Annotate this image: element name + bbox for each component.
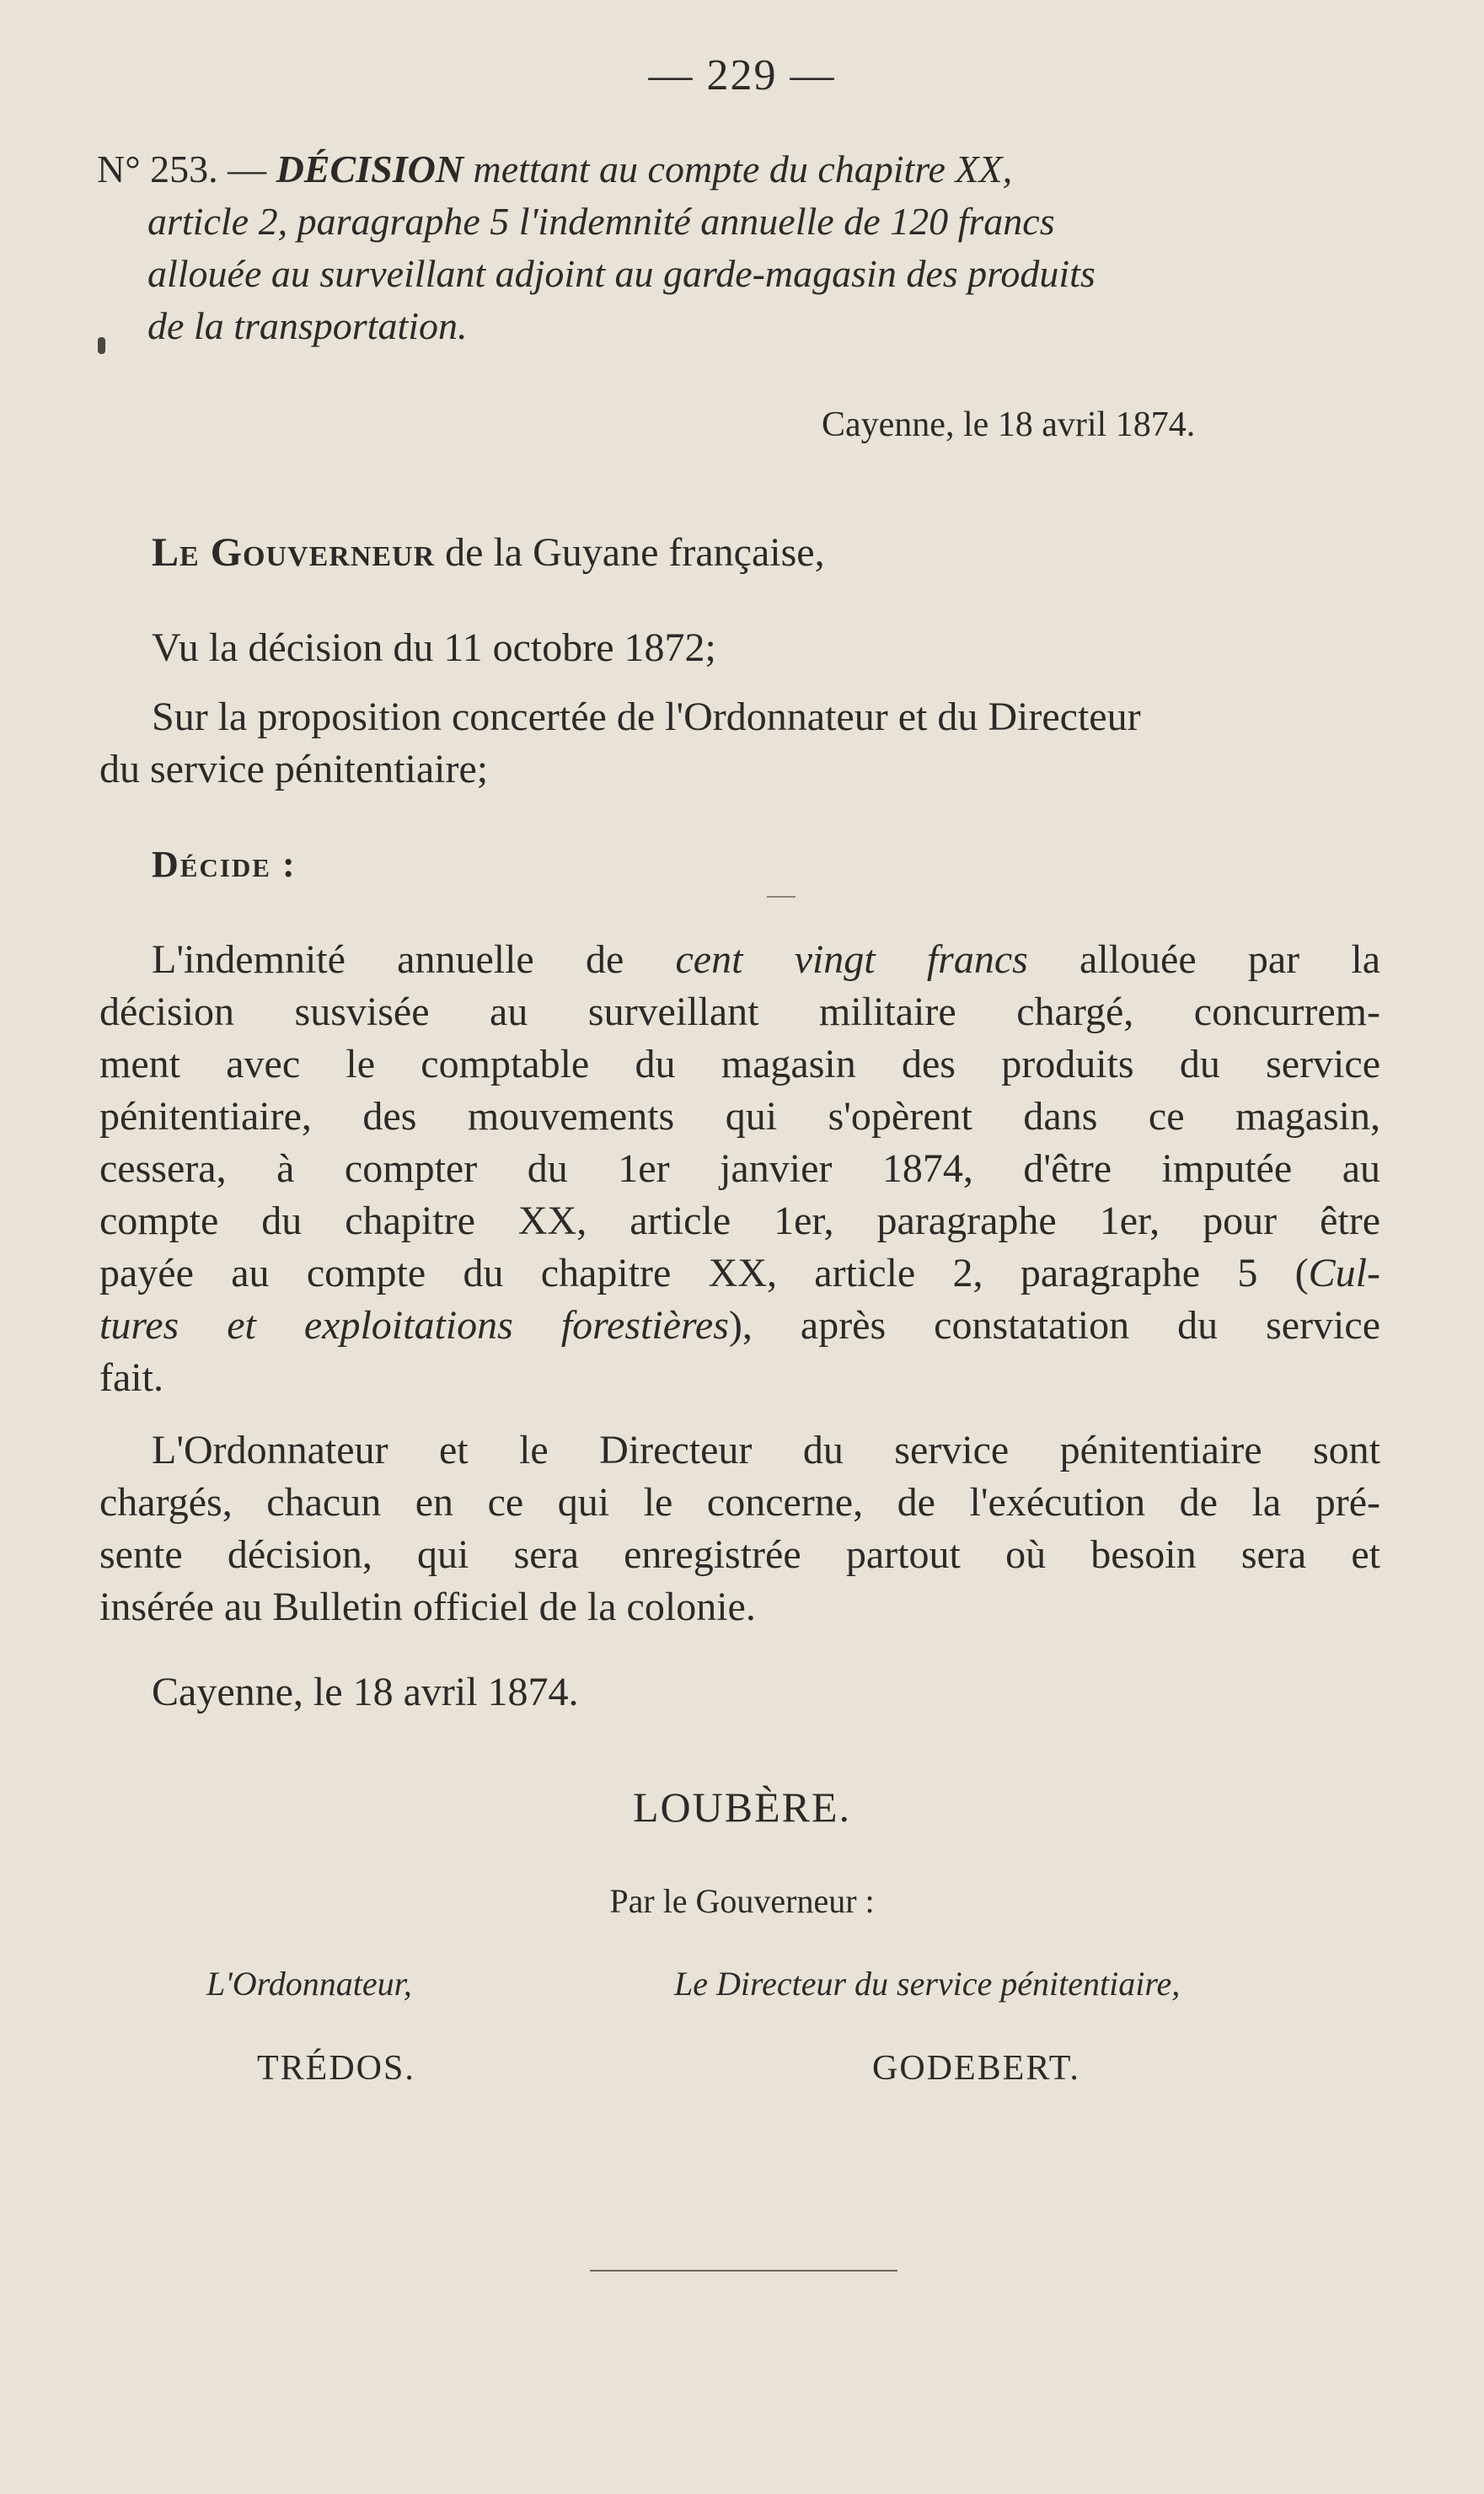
vu-paragraph bbox=[99, 622, 1380, 674]
directeur-title: Le Directeur du service pénitentiaire, bbox=[674, 1965, 1181, 2003]
heading-line-1 bbox=[97, 143, 1382, 196]
body-paragraph-2 bbox=[99, 1424, 1380, 1633]
ordonnateur-name: TRÉDOS. bbox=[257, 2049, 415, 2088]
body1-line-2: décision susvisée au surveillant militaire chargé, concurrem- bbox=[99, 990, 1380, 1034]
body1-line-7-a: payée au compte du chapitre XX, article 2, paragraphe 5 ( bbox=[99, 1251, 1309, 1295]
date-top: Cayenne, le 18 avril 1874. bbox=[822, 405, 1196, 444]
governor-signature: LOUBÈRE. bbox=[632, 1783, 852, 1831]
body1-line-1-b: allouée par la bbox=[1080, 937, 1380, 982]
decision-number: N° 253. — bbox=[97, 147, 267, 190]
heading-line-2: article 2, paragraphe 5 l'indemnité annuelle de 120 francs bbox=[147, 200, 1055, 243]
body2-line-4: insérée au Bulletin officiel de la colonie. bbox=[99, 1585, 756, 1629]
ordonnateur-title: L'Ordonnateur, bbox=[206, 1965, 412, 2003]
ink-spot bbox=[98, 337, 105, 354]
body1-line-8-b: ), après constatation du service bbox=[728, 1303, 1381, 1348]
decision-heading bbox=[97, 143, 1382, 352]
small-dash bbox=[767, 896, 796, 898]
body1-line-1 bbox=[99, 934, 1380, 986]
heading-line-4: de la transportation. bbox=[147, 304, 468, 347]
body1-line-5: cessera, à compter du 1er janvier 1874, d'être imputée au bbox=[99, 1146, 1380, 1191]
body1-line-8 bbox=[99, 1300, 1380, 1352]
decide-label: Décide : bbox=[152, 844, 297, 885]
body1-line-8-italic: tures et exploitations forestières bbox=[99, 1303, 729, 1348]
governor-title: Le Gouverneur bbox=[152, 530, 436, 575]
body1-line-9: fait. bbox=[99, 1355, 163, 1400]
par-le-gouverneur: Par le Gouverneur : bbox=[609, 1882, 875, 1920]
body1-line-1-italic: cent vingt francs bbox=[675, 937, 1028, 982]
body1-line-3: ment avec le comptable du magasin des produits du service bbox=[99, 1042, 1380, 1086]
sur-paragraph bbox=[99, 691, 1380, 796]
body2-line-3: sente décision, qui sera enregistrée partout où besoin sera et bbox=[99, 1532, 1380, 1577]
governor-rest: de la Guyane française, bbox=[445, 530, 825, 575]
body2-line-2: chargés, chacun en ce qui le concerne, de l'exécution de la pré- bbox=[99, 1480, 1380, 1525]
governor-line bbox=[152, 529, 825, 576]
body2-line-1: L'Ordonnateur et le Directeur du service pénitentiaire sont bbox=[152, 1428, 1380, 1472]
body1-line-7-italic: Cul- bbox=[1308, 1251, 1380, 1295]
heading-line-1-rest: mettant au compte du chapitre XX, bbox=[473, 147, 1013, 190]
sur-line-2: du service pénitentiaire; bbox=[99, 747, 489, 791]
date-bottom: Cayenne, le 18 avril 1874. bbox=[152, 1670, 579, 1714]
vu-line: Vu la décision du 11 octobre 1872; bbox=[152, 625, 716, 670]
directeur-name: GODEBERT. bbox=[872, 2049, 1080, 2088]
body-paragraph-1 bbox=[99, 934, 1380, 1404]
heading-line-3: allouée au surveillant adjoint au garde-magasin des produits bbox=[147, 252, 1096, 295]
body1-line-1-a: L'indemnité annuelle de bbox=[152, 937, 624, 982]
decision-word: DÉCISION bbox=[276, 147, 464, 190]
body1-line-7 bbox=[99, 1247, 1380, 1300]
sur-line-1: Sur la proposition concertée de l'Ordonnateur et du Directeur bbox=[152, 695, 1141, 739]
closing-rule bbox=[590, 2270, 897, 2271]
body1-line-6: compte du chapitre XX, article 1er, paragraphe 1er, pour être bbox=[99, 1199, 1380, 1243]
body1-line-4: pénitentiaire, des mouvements qui s'opèrent dans ce magasin, bbox=[99, 1094, 1380, 1139]
page-number: — 229 — bbox=[648, 51, 836, 99]
